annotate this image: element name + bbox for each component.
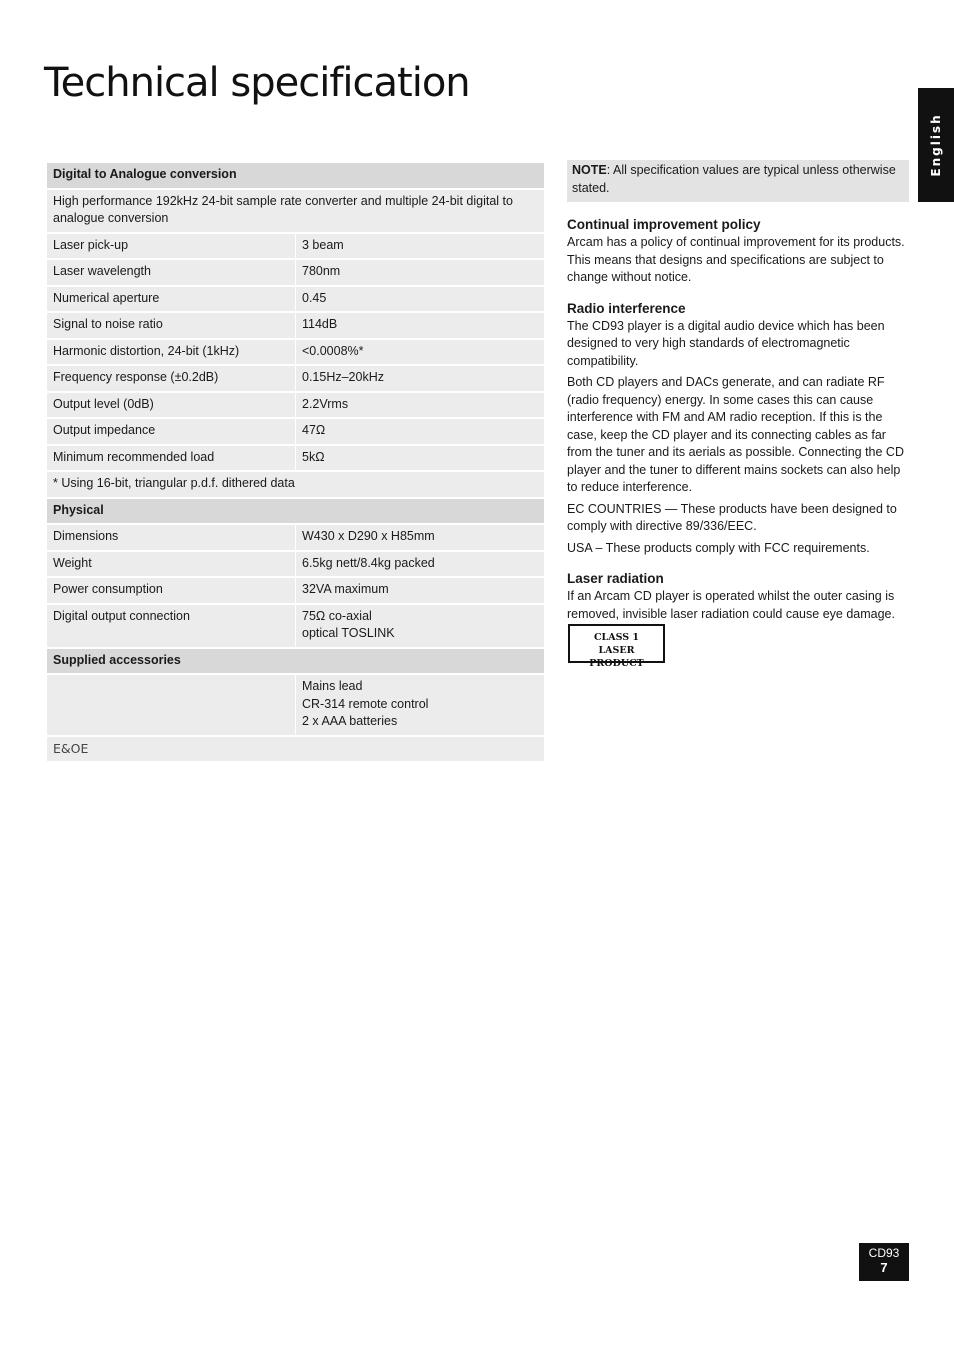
section-heading-row bbox=[47, 162, 545, 189]
section-heading-row bbox=[47, 498, 545, 525]
class1-laser-label bbox=[568, 624, 665, 669]
laser-text: If an Arcam CD player is operated whilst the outer casing is removed, invisible laser radiation could cause eye damage. bbox=[567, 589, 895, 621]
eoe-label: E&OE bbox=[47, 736, 545, 762]
language-tab bbox=[918, 88, 954, 202]
laser-label-line: CLASS 1 bbox=[593, 632, 640, 643]
spec-value: 3 beam bbox=[296, 233, 545, 260]
page-number-badge bbox=[859, 1243, 909, 1281]
physical-heading: Physical bbox=[47, 498, 545, 525]
spec-label: Signal to noise ratio bbox=[47, 312, 296, 339]
spec-value: 6.5kg nett/8.4kg packed bbox=[296, 551, 545, 578]
section-heading-row bbox=[47, 648, 545, 675]
spec-value: <0.0008%* bbox=[296, 339, 545, 366]
footnote: * Using 16-bit, triangular p.d.f. dithered data bbox=[47, 471, 545, 498]
policy-section bbox=[567, 216, 909, 287]
spec-value: 0.45 bbox=[296, 286, 545, 313]
spec-table bbox=[46, 161, 545, 762]
table-row bbox=[47, 736, 545, 762]
language-tab-label: English bbox=[929, 113, 943, 177]
table-row bbox=[47, 604, 545, 648]
note-text: : All specification values are typical unless otherwise stated. bbox=[572, 163, 896, 195]
table-row bbox=[47, 551, 545, 578]
radio-section bbox=[567, 300, 909, 558]
spec-label: Frequency response (±0.2dB) bbox=[47, 365, 296, 392]
spec-value: W430 x D290 x H85mm bbox=[296, 524, 545, 551]
spec-label: Output impedance bbox=[47, 418, 296, 445]
accessories-list: Mains lead CR-314 remote control 2 x AAA batteries bbox=[296, 674, 545, 736]
laser-section bbox=[567, 570, 909, 623]
policy-text: Arcam has a policy of continual improvement for its products. This means that designs and specifications are subject to change without notice. bbox=[567, 235, 905, 284]
table-row bbox=[47, 471, 545, 498]
table-row bbox=[47, 392, 545, 419]
radio-paragraph: Both CD players and DACs generate, and can radiate RF (radio frequency) energy. In some cases this can cause interference with FM and AM radio reception. If this is the case, keep the CD player and its connecting cables as far from the tuner and its aerials as possible. Connecting the CD player and the tuner to different mains sockets can also help to reduce interference. bbox=[567, 375, 904, 494]
spec-label: Minimum recommended load bbox=[47, 445, 296, 472]
spec-label: Weight bbox=[47, 551, 296, 578]
spec-value: 2.2Vrms bbox=[296, 392, 545, 419]
radio-paragraph: USA – These products comply with FCC requirements. bbox=[567, 540, 870, 555]
table-row bbox=[47, 418, 545, 445]
spec-value: 114dB bbox=[296, 312, 545, 339]
spec-label: Digital output connection bbox=[47, 604, 296, 648]
dac-description: High performance 192kHz 24-bit sample rate converter and multiple 24-bit digital to analogue conversion bbox=[47, 189, 545, 233]
table-row bbox=[47, 365, 545, 392]
spec-value: 32VA maximum bbox=[296, 577, 545, 604]
radio-paragraph: EC COUNTRIES — These products have been designed to comply with directive 89/336/EEC. bbox=[567, 501, 897, 533]
table-row bbox=[47, 674, 545, 736]
laser-label-line: LASER PRODUCT bbox=[589, 645, 644, 669]
note-label: NOTE bbox=[572, 163, 607, 177]
spec-label: Laser pick-up bbox=[47, 233, 296, 260]
model-name: CD93 bbox=[868, 1246, 900, 1260]
table-row bbox=[47, 445, 545, 472]
page-number: 7 bbox=[880, 1260, 888, 1275]
table-row bbox=[47, 259, 545, 286]
empty-cell bbox=[47, 674, 296, 736]
table-row bbox=[47, 233, 545, 260]
spec-label: Dimensions bbox=[47, 524, 296, 551]
radio-heading: Radio interference bbox=[567, 300, 686, 316]
spec-label: Power consumption bbox=[47, 577, 296, 604]
right-column bbox=[567, 160, 909, 636]
radio-paragraph: The CD93 player is a digital audio device which has been designed to very high standards of electromagnetic compatibility. bbox=[567, 318, 885, 368]
spec-label: Output level (0dB) bbox=[47, 392, 296, 419]
table-row bbox=[47, 524, 545, 551]
page-title: Technical specification bbox=[44, 60, 470, 106]
accessories-heading: Supplied accessories bbox=[47, 648, 545, 675]
spec-label: Harmonic distortion, 24-bit (1kHz) bbox=[47, 339, 296, 366]
spec-value: 47Ω bbox=[296, 418, 545, 445]
table-row bbox=[47, 339, 545, 366]
spec-value: 5kΩ bbox=[296, 445, 545, 472]
spec-value: 0.15Hz–20kHz bbox=[296, 365, 545, 392]
policy-heading: Continual improvement policy bbox=[567, 217, 761, 232]
note-box bbox=[567, 160, 909, 202]
spec-value: 75Ω co-axial optical TOSLINK bbox=[296, 604, 545, 648]
laser-heading: Laser radiation bbox=[567, 571, 664, 586]
table-row bbox=[47, 312, 545, 339]
dac-heading: Digital to Analogue conversion bbox=[47, 162, 545, 189]
table-row bbox=[47, 286, 545, 313]
spec-label: Laser wavelength bbox=[47, 259, 296, 286]
table-row bbox=[47, 189, 545, 233]
table-row bbox=[47, 577, 545, 604]
spec-label: Numerical aperture bbox=[47, 286, 296, 313]
spec-value: 780nm bbox=[296, 259, 545, 286]
